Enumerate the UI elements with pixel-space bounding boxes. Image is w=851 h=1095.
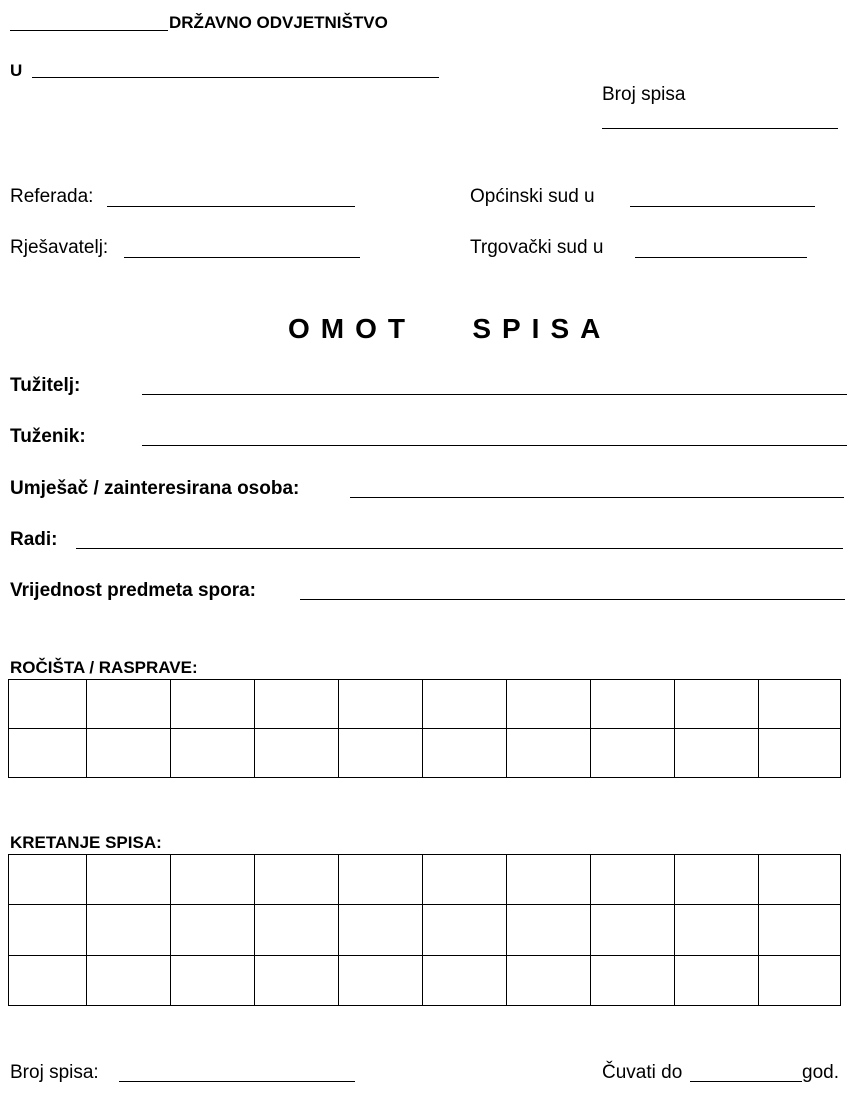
location-prefix: U (10, 61, 23, 80)
table-cell[interactable] (339, 729, 423, 778)
file-movement-heading: KRETANJE SPISA: (10, 833, 162, 852)
plaintiff-label: Tužitelj: (10, 375, 81, 396)
table-cell[interactable] (171, 905, 255, 955)
table-cell[interactable] (507, 905, 591, 955)
table-cell[interactable] (87, 680, 171, 729)
year-suffix: god. (802, 1062, 839, 1083)
dispute-value-label: Vrijednost predmeta spora: (10, 580, 257, 601)
table-cell[interactable] (87, 955, 171, 1005)
table-cell[interactable] (255, 855, 339, 905)
page-title: OMOT SPISA (288, 313, 612, 344)
table-cell[interactable] (9, 680, 87, 729)
table-row (9, 905, 841, 955)
table-cell[interactable] (423, 955, 507, 1005)
footer-case-number-line[interactable] (119, 1081, 355, 1082)
municipal-court-label: Općinski sud u (470, 186, 595, 207)
table-cell[interactable] (171, 729, 255, 778)
table-cell[interactable] (9, 955, 87, 1005)
table-cell[interactable] (171, 680, 255, 729)
table-cell[interactable] (339, 905, 423, 955)
table-cell[interactable] (9, 855, 87, 905)
referada-line[interactable] (107, 206, 355, 207)
table-cell[interactable] (255, 905, 339, 955)
case-number-line[interactable] (602, 128, 838, 129)
table-cell[interactable] (675, 680, 759, 729)
table-cell[interactable] (255, 729, 339, 778)
table-cell[interactable] (423, 905, 507, 955)
table-cell[interactable] (591, 855, 675, 905)
commercial-court-line[interactable] (635, 257, 807, 258)
table-cell[interactable] (591, 729, 675, 778)
defendant-line[interactable] (142, 445, 847, 446)
commercial-court-label: Trgovački sud u (470, 237, 604, 258)
keep-until-line[interactable] (690, 1081, 802, 1082)
table-cell[interactable] (507, 955, 591, 1005)
table-row (9, 955, 841, 1005)
intervener-label: Umješač / zainteresirana osoba: (10, 478, 300, 499)
table-cell[interactable] (675, 905, 759, 955)
table-cell[interactable] (9, 729, 87, 778)
plaintiff-line[interactable] (142, 394, 847, 395)
hearings-heading: ROČIŠTA / RASPRAVE: (10, 658, 198, 677)
case-number-label: Broj spisa (602, 84, 686, 105)
subject-label: Radi: (10, 529, 58, 550)
subject-line[interactable] (76, 548, 843, 549)
table-cell[interactable] (507, 855, 591, 905)
table-cell[interactable] (255, 955, 339, 1005)
table-cell[interactable] (591, 955, 675, 1005)
table-cell[interactable] (171, 855, 255, 905)
table-cell[interactable] (591, 680, 675, 729)
intervener-line[interactable] (350, 497, 844, 498)
table-cell[interactable] (339, 855, 423, 905)
location-line[interactable] (32, 77, 439, 78)
table-cell[interactable] (675, 955, 759, 1005)
table-cell[interactable] (423, 855, 507, 905)
table-cell[interactable] (507, 729, 591, 778)
office-name: DRŽAVNO ODVJETNIŠTVO (169, 13, 388, 32)
table-cell[interactable] (255, 680, 339, 729)
municipal-court-line[interactable] (630, 206, 815, 207)
table-cell[interactable] (591, 905, 675, 955)
table-cell[interactable] (675, 729, 759, 778)
defendant-label: Tuženik: (10, 426, 86, 447)
table-cell[interactable] (759, 955, 841, 1005)
footer-case-number-label: Broj spisa: (10, 1062, 99, 1083)
table-cell[interactable] (87, 855, 171, 905)
table-row (9, 855, 841, 905)
table-row (9, 680, 841, 729)
table-cell[interactable] (423, 729, 507, 778)
keep-until-label: Čuvati do (602, 1062, 683, 1083)
table-cell[interactable] (87, 905, 171, 955)
file-movement-table (8, 854, 841, 1006)
table-cell[interactable] (759, 729, 841, 778)
table-cell[interactable] (675, 855, 759, 905)
table-cell[interactable] (171, 955, 255, 1005)
table-cell[interactable] (339, 680, 423, 729)
table-cell[interactable] (759, 680, 841, 729)
table-cell[interactable] (759, 855, 841, 905)
rjesavatelj-label: Rješavatelj: (10, 237, 109, 258)
table-cell[interactable] (507, 680, 591, 729)
dispute-value-line[interactable] (300, 599, 845, 600)
table-cell[interactable] (9, 905, 87, 955)
office-prefix-line[interactable] (10, 30, 168, 31)
table-cell[interactable] (339, 955, 423, 1005)
rjesavatelj-line[interactable] (124, 257, 360, 258)
referada-label: Referada: (10, 186, 94, 207)
table-cell[interactable] (759, 905, 841, 955)
table-row (9, 729, 841, 778)
table-cell[interactable] (87, 729, 171, 778)
table-cell[interactable] (423, 680, 507, 729)
hearings-table (8, 679, 841, 778)
